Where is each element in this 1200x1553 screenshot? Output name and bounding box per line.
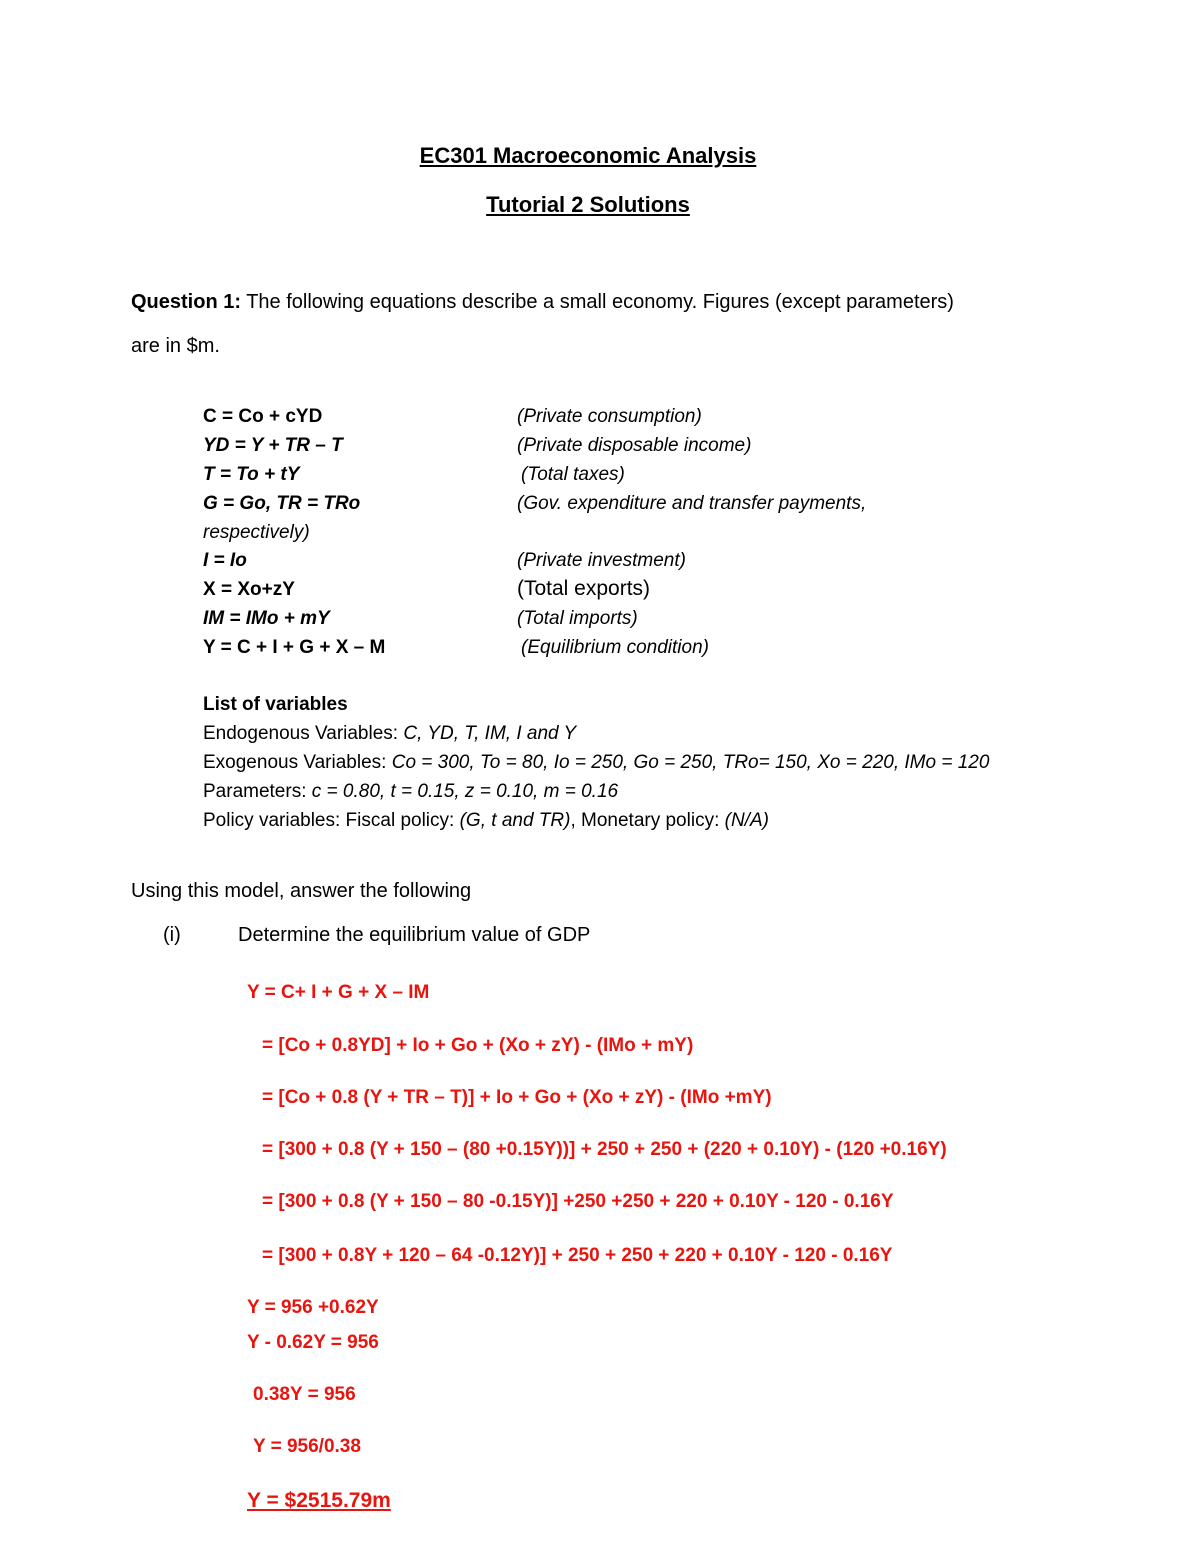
solution-step-9: 0.38Y = 956: [253, 1384, 356, 1405]
note-taxes: (Total taxes): [521, 464, 625, 485]
variables-heading: List of variables: [203, 694, 348, 715]
solution-step-1: Y = C+ I + G + X – IM: [247, 982, 430, 1003]
policy-label-fiscal: Policy variables: Fiscal policy:: [203, 810, 460, 831]
solution-step-7: Y = 956 +0.62Y: [247, 1297, 379, 1318]
solution-step-4: = [300 + 0.8 (Y + 150 – (80 +0.15Y))] + 250 + 250 + (220 + 0.10Y) - (120 +0.16Y): [262, 1139, 947, 1160]
policy-values-monetary: (N/A): [724, 810, 769, 831]
note-government-cont: respectively): [203, 522, 310, 543]
solution-step-8: Y - 0.62Y = 956: [247, 1332, 379, 1353]
policy-label-monetary: , Monetary policy:: [570, 810, 725, 831]
equation-taxes: T = To + tY: [203, 464, 300, 485]
equation-government: G = Go, TR = TRo: [203, 493, 361, 514]
equation-equilibrium: Y = C + I + G + X – M: [203, 637, 386, 658]
note-exports: (Total exports): [517, 577, 651, 600]
endogenous-line: [203, 723, 576, 745]
parameters-values: c = 0.80, t = 0.15, z = 0.10, m = 0.16: [311, 781, 619, 802]
document-title: EC301 Macroeconomic Analysis: [419, 143, 757, 168]
question-label: Question 1:: [131, 291, 242, 313]
endogenous-values: C, YD, T, IM, I and Y: [403, 723, 577, 744]
note-disposable-income: (Private disposable income): [517, 435, 752, 456]
solution-final-answer: Y = $2515.79m: [247, 1489, 391, 1512]
equation-exports: X = Xo+zY: [203, 579, 295, 600]
solution-step-5: = [300 + 0.8 (Y + 150 – 80 -0.15Y)] +250 +250 + 220 + 0.10Y - 120 - 0.16Y: [262, 1191, 894, 1212]
exogenous-label: Exogenous Variables:: [203, 752, 392, 773]
endogenous-label: Endogenous Variables:: [203, 723, 404, 744]
equation-investment: I = Io: [203, 550, 247, 571]
part-text: Determine the equilibrium value of GDP: [238, 924, 591, 946]
note-consumption: (Private consumption): [517, 406, 702, 427]
part-number: (i): [163, 924, 181, 946]
policy-line: [203, 810, 769, 832]
exogenous-values: Co = 300, To = 80, Io = 250, Go = 250, TRo= 150, Xo = 220, IMo = 120: [391, 752, 990, 773]
equation-disposable-income: YD = Y + TR – T: [203, 435, 343, 456]
exogenous-line: [203, 752, 989, 774]
equation-imports: IM = IMo + mY: [203, 608, 330, 629]
note-government: (Gov. expenditure and transfer payments,: [517, 493, 867, 514]
question-line-2: are in $m.: [131, 335, 220, 357]
note-equilibrium: (Equilibrium condition): [521, 637, 709, 658]
solution-step-6: = [300 + 0.8Y + 120 – 64 -0.12Y)] + 250 + 250 + 220 + 0.10Y - 120 - 0.16Y: [262, 1245, 893, 1266]
solution-step-3: = [Co + 0.8 (Y + TR – T)] + Io + Go + (Xo + zY) - (IMo +mY): [262, 1087, 772, 1108]
policy-values-fiscal: (G, t and TR): [459, 810, 571, 831]
document-subtitle: Tutorial 2 Solutions: [486, 192, 690, 217]
parameters-line: [203, 781, 618, 803]
note-imports: (Total imports): [517, 608, 638, 629]
note-investment: (Private investment): [517, 550, 686, 571]
equation-consumption: C = Co + cYD: [203, 406, 323, 427]
solution-step-10: Y = 956/0.38: [253, 1436, 361, 1457]
question-line-1: [131, 291, 954, 314]
prompt-text: Using this model, answer the following: [131, 880, 472, 902]
question-text: The following equations describe a small economy. Figures (except parameters): [241, 291, 954, 313]
solution-step-2: = [Co + 0.8YD] + Io + Go + (Xo + zY) - (IMo + mY): [262, 1035, 694, 1056]
parameters-label: Parameters:: [203, 781, 312, 802]
